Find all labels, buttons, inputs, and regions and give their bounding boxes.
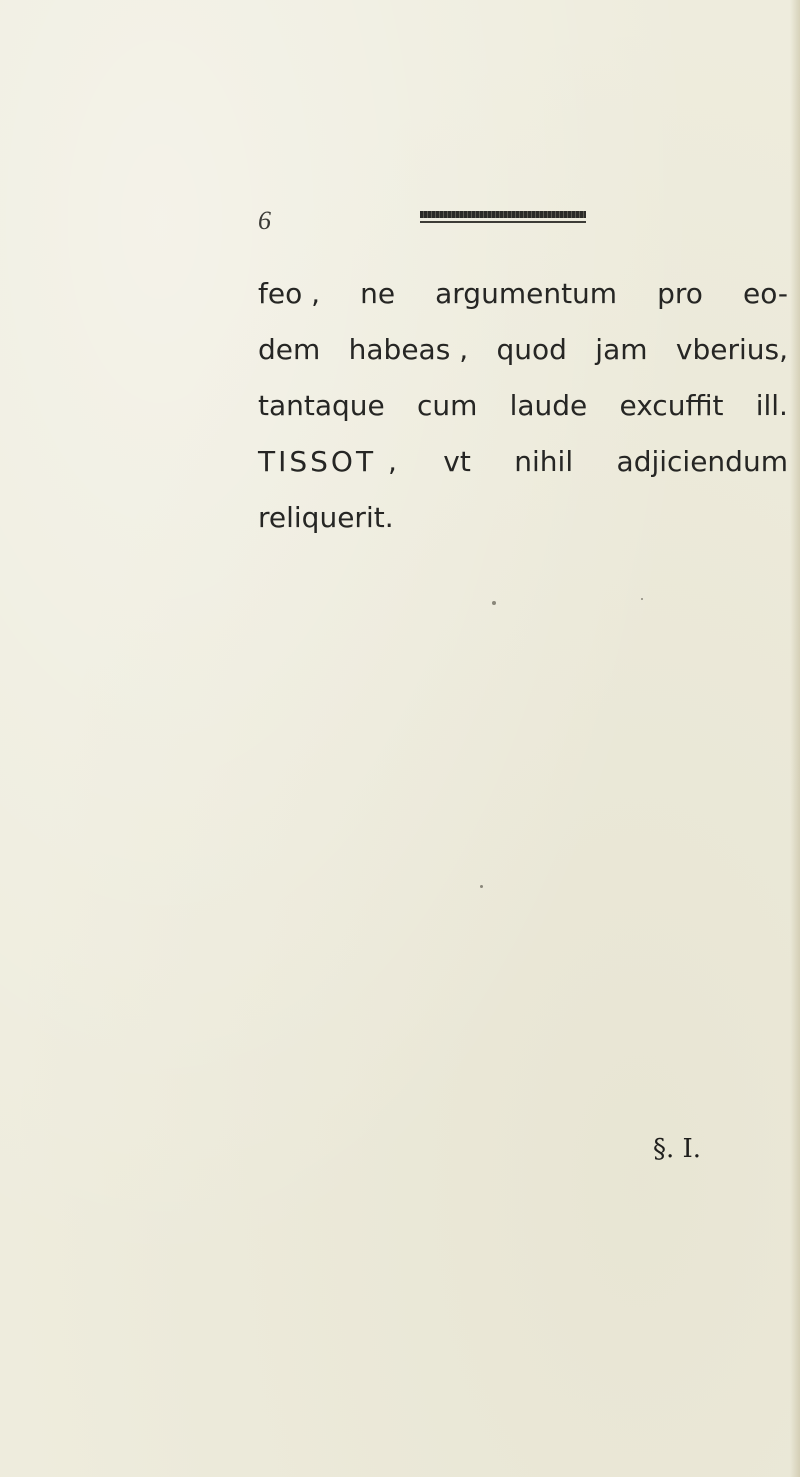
catchword: §. I. — [653, 1134, 702, 1164]
author-name: TISSOT , — [258, 445, 400, 478]
ornamental-headband — [420, 211, 586, 225]
word: reliquerit. — [258, 501, 394, 534]
paper-speck — [641, 598, 643, 600]
word: quod — [496, 333, 567, 366]
word: pro — [657, 277, 703, 310]
word: eo- — [743, 277, 788, 310]
text-line-3 — [258, 378, 788, 434]
page-number: 6 — [258, 206, 271, 235]
headband-ornament-bar — [420, 211, 586, 218]
text-line-2 — [258, 322, 788, 378]
word: adjiciendum — [616, 445, 788, 478]
body-paragraph — [258, 266, 788, 546]
word: habeas , — [348, 333, 469, 366]
page-edge-shadow — [790, 0, 800, 1477]
word: nihil — [514, 445, 574, 478]
text-line-5 — [258, 490, 788, 546]
text-line-4 — [258, 434, 788, 490]
word: jam — [595, 333, 648, 366]
headband-rule — [420, 221, 586, 223]
word: vt — [443, 445, 471, 478]
word: dem — [258, 333, 321, 366]
word: cum — [416, 389, 478, 422]
paper-speck — [492, 601, 496, 605]
word: feo , — [258, 277, 321, 310]
word: laude — [509, 389, 588, 422]
word: argumentum — [435, 277, 618, 310]
word: tantaque — [258, 389, 385, 422]
text-line-1 — [258, 266, 788, 322]
word: excuffit — [619, 389, 724, 422]
word: ne — [360, 277, 396, 310]
word: ill. — [755, 389, 788, 422]
word: vberius, — [675, 333, 788, 366]
paper-speck — [480, 885, 483, 888]
